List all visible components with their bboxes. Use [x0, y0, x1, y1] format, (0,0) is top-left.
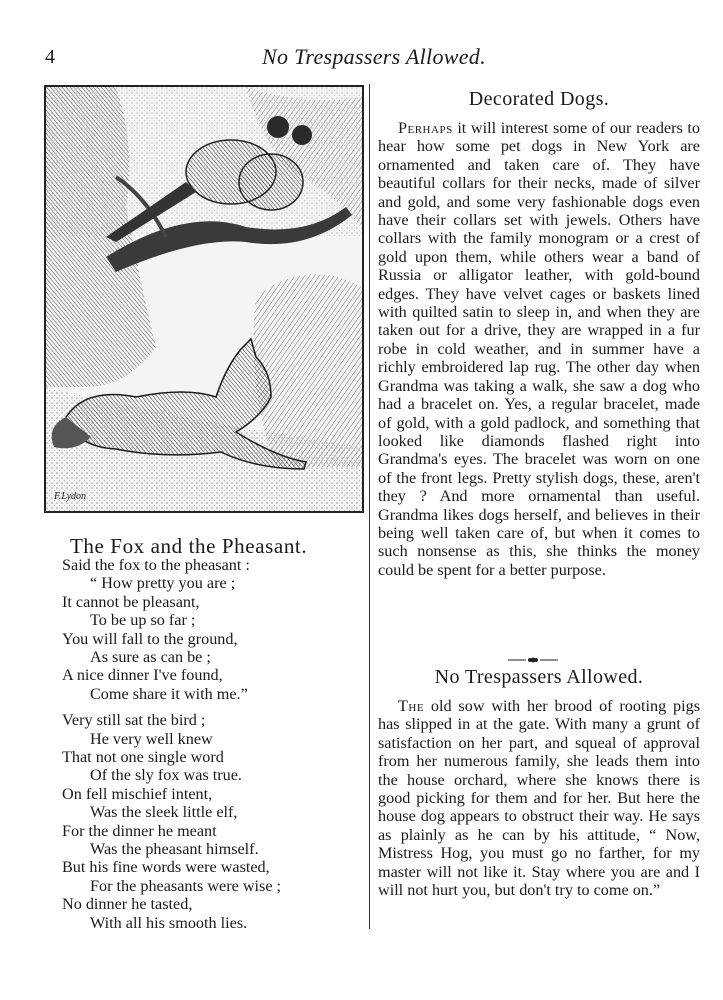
article-lead-word: The [398, 697, 425, 715]
poem-line: Come share it with me.” [90, 684, 248, 703]
poem-line: That not one single word [62, 748, 224, 766]
poem-line: For the dinner he meant [62, 821, 217, 840]
running-title: No Trespassers Allowed. [262, 44, 486, 69]
poem-line: Was the sleek little elf, [90, 803, 238, 822]
article-body [378, 119, 700, 579]
poem-line: As sure as can be ; [90, 648, 211, 666]
poem-line: Of the sly fox was true. [90, 766, 242, 785]
article-no-trespassers [378, 666, 700, 899]
poem-line: Was the pheasant himself. [90, 840, 259, 858]
poem-line: Very still sat the bird ; [62, 711, 206, 730]
poem-line: “ How pretty you are ; [90, 574, 236, 593]
poem-line: For the pheasants were wise ; [90, 876, 282, 895]
poem-line: On fell mischief intent, [62, 784, 213, 803]
article-title: Decorated Dogs. [468, 88, 610, 110]
article-decorated-dogs [378, 88, 700, 579]
poem-line: It cannot be pleasant, [62, 592, 200, 611]
page-header [0, 46, 723, 76]
article-lead-word: Perhaps [398, 119, 453, 137]
poem-title: The Fox and the Pheasant. [70, 534, 308, 558]
page-number: 4 [45, 46, 55, 68]
poem-line: But his fine words were wasted, [62, 858, 270, 877]
poem-line: A nice dinner I've found, [62, 666, 223, 685]
poem-line: No dinner he tasted, [62, 895, 193, 914]
article-body [378, 697, 700, 899]
poem-line: He very well knew [90, 729, 213, 748]
poem-line: You will fall to the ground, [62, 629, 238, 648]
fox-and-pheasant-engraving [44, 85, 364, 513]
article-text: it will interest some of our readers to hear how some pet dogs in New York are ornamented and taken care of. They have beautiful collars for their necks, made of silver and gold, and some very fashionable dogs even have their collars set with jewels. Others have collars with the family monogram or a crest of gold upon them, while others wear a band of Russia or alligator leather, with gold-bound edges. They have velvet cages or baskets lined with quilted satin to sleep in, and when they are taken out for a drive, they are wrapped in a fur robe in cold weather, and in summer have a richly embroidered lap rug. The other day when Grandma was taking a walk, she saw a dog who had a bracelet on. Yes, a regular bracelet, made of gold, with a gold padlock, and something that looked like diamonds flashed right into Grandma's eyes. The bracelet was worn on one of the front legs. Pretty stylish dogs, these, aren't they ? And more ornamental than useful. Grandma likes dogs herself, and believes in their being well taken care of, but when it comes to such nonsense as this, she thinks the money could be spent for a better purpose. [378, 119, 701, 579]
poem-line: To be up so far ; [90, 611, 196, 630]
article-title: No Trespassers Allowed. [434, 666, 644, 688]
article-text: old sow with her brood of rooting pigs has slipped in at the gate. With many a grunt of satisfaction on her part, and squeal of approval from her numerous family, she leads them into the house orchard, where she knows there is good picking for them and for her. But here the house dog appears to obstruct their way. He says as plainly as he can by his attitude, “ Now, Mistress Hog, you must go no farther, for my master will not like it. Stay where you are and I will not hurt you, but don't try to come on.” [378, 697, 700, 900]
poem-line: With all his smooth lies. [90, 913, 248, 932]
artist-signature: F.Lydon [54, 491, 87, 502]
poem-line: Said the fox to the pheasant : [62, 556, 250, 574]
column-divider [369, 84, 370, 929]
section-ornament [508, 656, 558, 664]
